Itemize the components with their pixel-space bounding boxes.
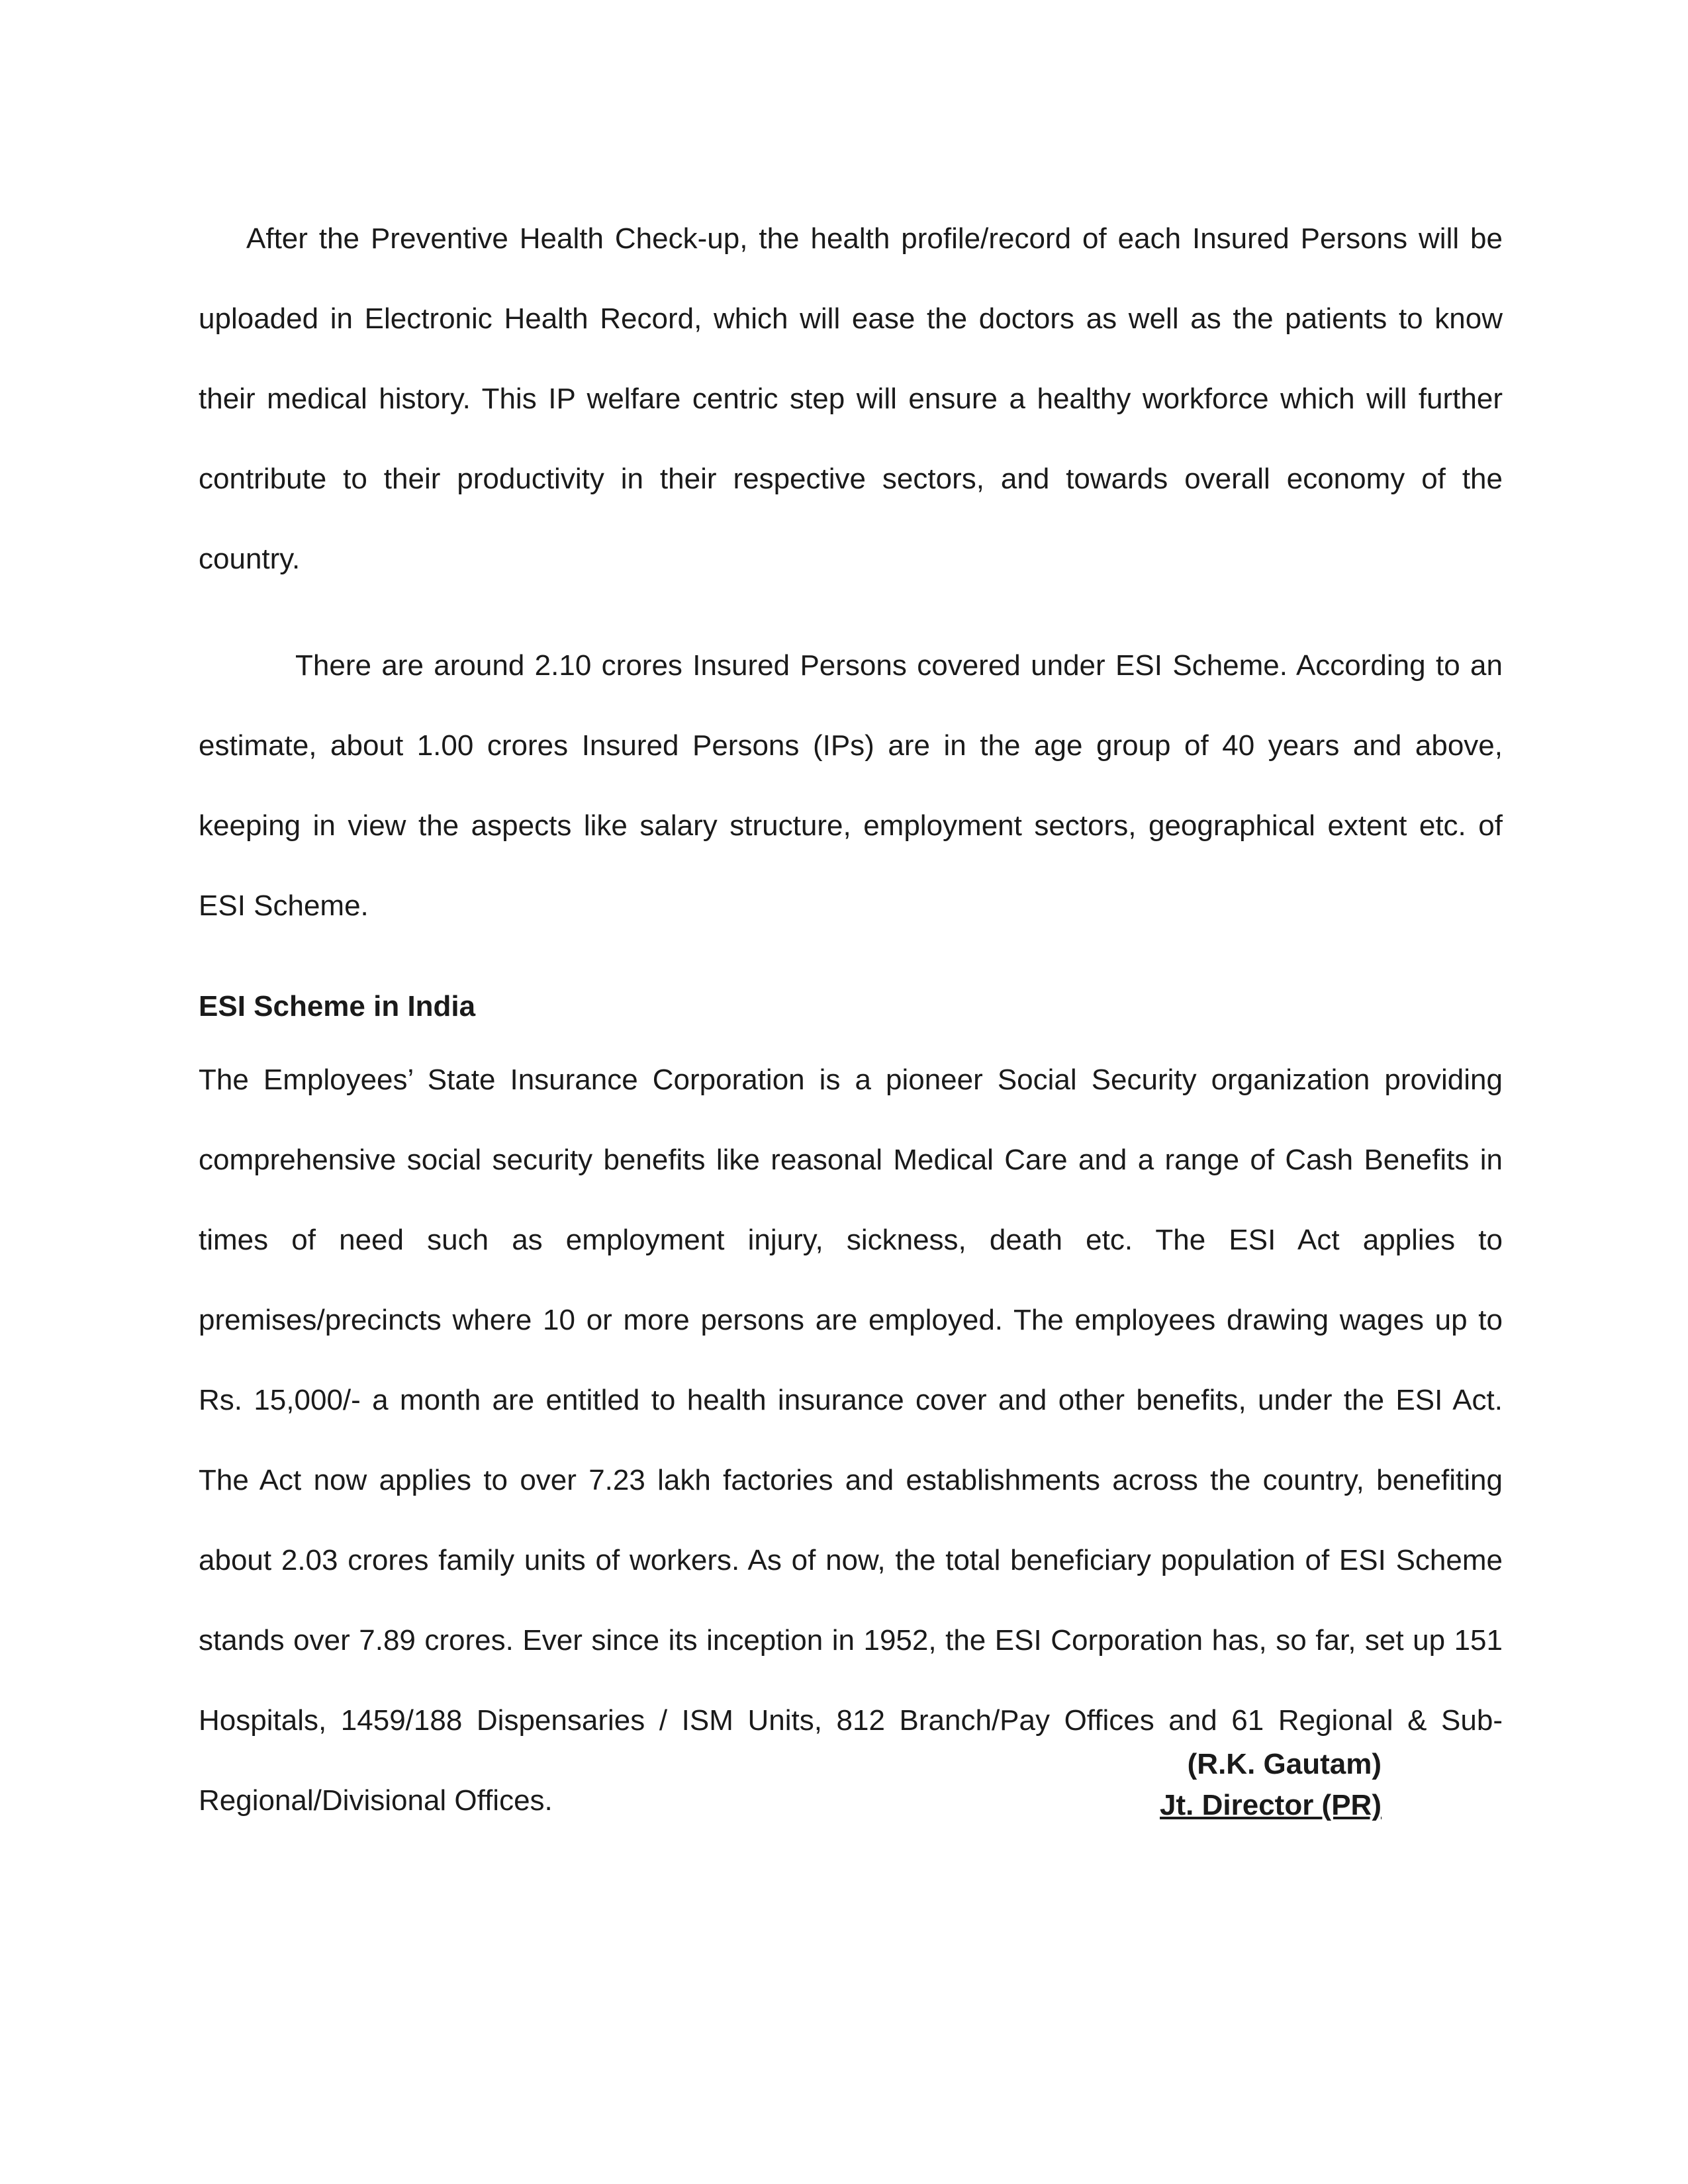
paragraph-esi-scheme: The Employees’ State Insurance Corporation is a pioneer Social Security organization providing comprehensive social security benefits like reasonal Medical Care and a range of Cash Benefits in times of need such as employment injury, sickness, death etc. The ESI Act applies to premises/precincts where 10 or more persons are employed. The employees drawing wages up to Rs. 15,000/- a month are entitled to health insurance cover and other benefits, under the ESI Act. The Act now applies to over 7.23 lakh factories and establishments across the country, benefiting about 2.03 crores family units of workers. As of now, the total beneficiary population of ESI Scheme stands over 7.89 crores. Ever since its inception in 1952, the ESI Corporation has, so far, set up 151 Hospitals, 1459/188 Dispensaries / ISM Units, 812 Branch/Pay Offices and 61 Regional & Sub-Regional/Divisional Offices.: [199, 1064, 1503, 1817]
signatory-title: Jt. Director (PR): [1160, 1789, 1382, 1821]
document-body: [199, 199, 1503, 1841]
paragraph-health-checkup: After the Preventive Health Check-up, the health profile/record of each Insured Persons will be uploaded in Electronic Health Record, which will ease the doctors as well as the patients to know their medical history. This IP welfare centric step will ensure a healthy workforce which will further contribute to their productivity in their respective sectors, and towards overall economy of the country.: [199, 222, 1503, 575]
paragraph-insured-persons: There are around 2.10 crores Insured Persons covered under ESI Scheme. According to an estimate, about 1.00 crores Insured Persons (IPs) are in the age group of 40 years and above, keeping in view the aspects like salary structure, employment sectors, geographical extent etc. of ESI Scheme.: [199, 649, 1503, 922]
section-heading: ESI Scheme in India: [199, 990, 476, 1023]
signatory-name: (R.K. Gautam): [1187, 1748, 1382, 1780]
signature-block: [1160, 1744, 1382, 1826]
